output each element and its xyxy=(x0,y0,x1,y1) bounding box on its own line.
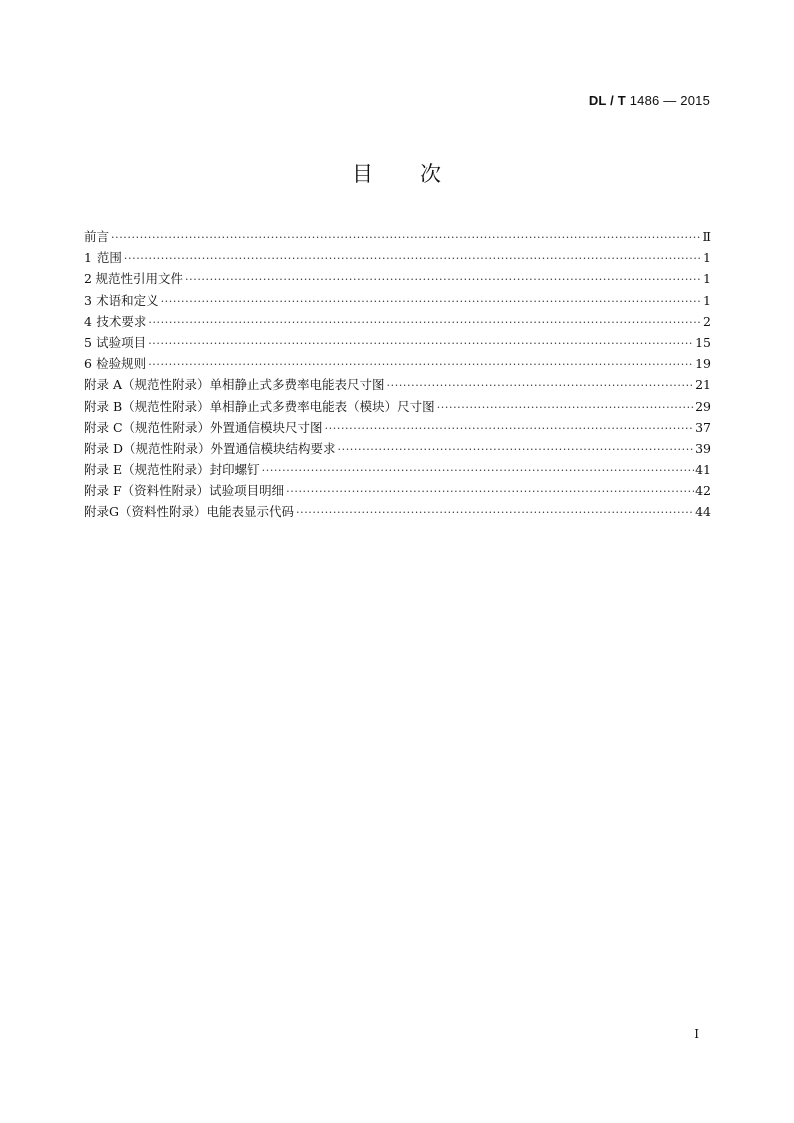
toc-entry-annex-prefix: 附录 E（规范性附录） xyxy=(84,462,210,478)
toc-entry-label: 检验规则 xyxy=(96,356,147,372)
toc-entry-page: 29 xyxy=(695,398,711,414)
toc-dot-leader xyxy=(148,354,694,375)
toc-dot-leader xyxy=(325,418,695,439)
toc-entry-number: 5 xyxy=(84,334,92,350)
toc-entry-page: 1 xyxy=(703,250,711,266)
toc-entry-page: 44 xyxy=(695,504,711,520)
toc-title xyxy=(0,158,794,188)
toc-entry-page: 37 xyxy=(695,419,711,435)
toc-dot-leader xyxy=(437,397,694,418)
toc-entry-annex-prefix: 附录 F（资料性附录） xyxy=(84,483,210,499)
toc-entry-annex-prefix: 附录 C（规范性附录） xyxy=(84,419,211,435)
toc-entry[interactable] xyxy=(84,501,711,522)
toc-entry-number: 3 xyxy=(84,292,92,308)
toc-entry[interactable] xyxy=(84,374,711,395)
toc-entry[interactable] xyxy=(84,438,711,459)
document-code-prefix: DL / T xyxy=(588,93,626,108)
toc-entry-page: 15 xyxy=(695,334,711,350)
toc-entry[interactable] xyxy=(84,247,711,268)
toc-entry-annex-prefix: 附录 B（规范性附录） xyxy=(84,398,210,414)
toc-dot-leader xyxy=(262,460,694,481)
toc-entry-annex-prefix: 附录G（资料性附录） xyxy=(84,504,207,520)
toc-entry-page: 39 xyxy=(695,440,711,456)
document-code-number: 1486 — 2015 xyxy=(629,93,710,108)
toc-entry-page: 1 xyxy=(703,292,711,308)
toc-dot-leader xyxy=(148,333,694,354)
toc-entry-number: 4 xyxy=(84,313,92,329)
toc-entry[interactable] xyxy=(84,353,711,374)
toc-dot-leader xyxy=(185,269,702,290)
toc-title-left: 目 xyxy=(352,162,374,186)
toc-dot-leader xyxy=(148,312,702,333)
toc-entry-page: 1 xyxy=(703,271,711,287)
toc-entry[interactable] xyxy=(84,268,711,289)
toc-entry-label: 术语和定义 xyxy=(96,292,159,308)
toc-entry-label: 前言 xyxy=(84,229,110,244)
toc-entry-label: 试验项目 xyxy=(96,334,147,350)
toc-dot-leader xyxy=(124,248,702,269)
toc-entry[interactable] xyxy=(84,226,711,247)
toc-entry-number: 1 xyxy=(84,250,92,266)
document-code xyxy=(589,93,710,108)
toc-dot-leader xyxy=(296,502,694,523)
toc-entry-page: 2 xyxy=(703,313,711,329)
toc-entry[interactable] xyxy=(84,290,711,311)
toc-dot-leader xyxy=(338,439,695,460)
toc-entry-page: 19 xyxy=(695,356,711,372)
toc-entry-page: 42 xyxy=(695,483,711,499)
toc-entry-page: 21 xyxy=(695,377,711,393)
toc-dot-leader xyxy=(111,227,701,248)
toc-entry-label: 技术要求 xyxy=(96,313,147,329)
toc-entry-label: 单相静止式多费率电能表尺寸图 xyxy=(209,377,385,393)
toc-entry[interactable] xyxy=(84,417,711,438)
toc-entry-label: 电能表显示代码 xyxy=(206,504,295,520)
toc-entry-annex-prefix: 附录 A（规范性附录） xyxy=(84,377,210,393)
toc-entry-label: 外置通信模块尺寸图 xyxy=(210,419,323,435)
toc-entry-page: Ⅱ xyxy=(702,229,711,244)
toc-entry-label: 范围 xyxy=(96,250,122,266)
toc-entry[interactable] xyxy=(84,332,711,353)
toc-entry-page: 41 xyxy=(695,462,711,478)
toc-entry-annex-prefix: 附录 D（规范性附录） xyxy=(84,440,211,456)
toc-entry-label: 规范性引用文件 xyxy=(95,271,184,287)
toc-dot-leader xyxy=(161,291,702,312)
toc-dot-leader xyxy=(387,375,695,396)
toc-entry[interactable] xyxy=(84,396,711,417)
toc-title-right: 次 xyxy=(420,162,442,186)
toc-entry-label: 单相静止式多费率电能表（模块）尺寸图 xyxy=(209,398,435,414)
toc-entry-label: 外置通信模块结构要求 xyxy=(210,440,336,456)
toc-entry[interactable] xyxy=(84,311,711,332)
toc-entry-number: 6 xyxy=(84,356,92,372)
toc-entry[interactable] xyxy=(84,480,711,501)
toc-list xyxy=(84,226,711,523)
toc-entry-number: 2 xyxy=(84,271,92,287)
toc-entry-label: 封印螺钉 xyxy=(209,462,260,478)
page-number: I xyxy=(694,1027,699,1041)
toc-entry[interactable] xyxy=(84,459,711,480)
toc-entry-label: 试验项目明细 xyxy=(209,483,285,499)
toc-dot-leader xyxy=(286,481,694,502)
